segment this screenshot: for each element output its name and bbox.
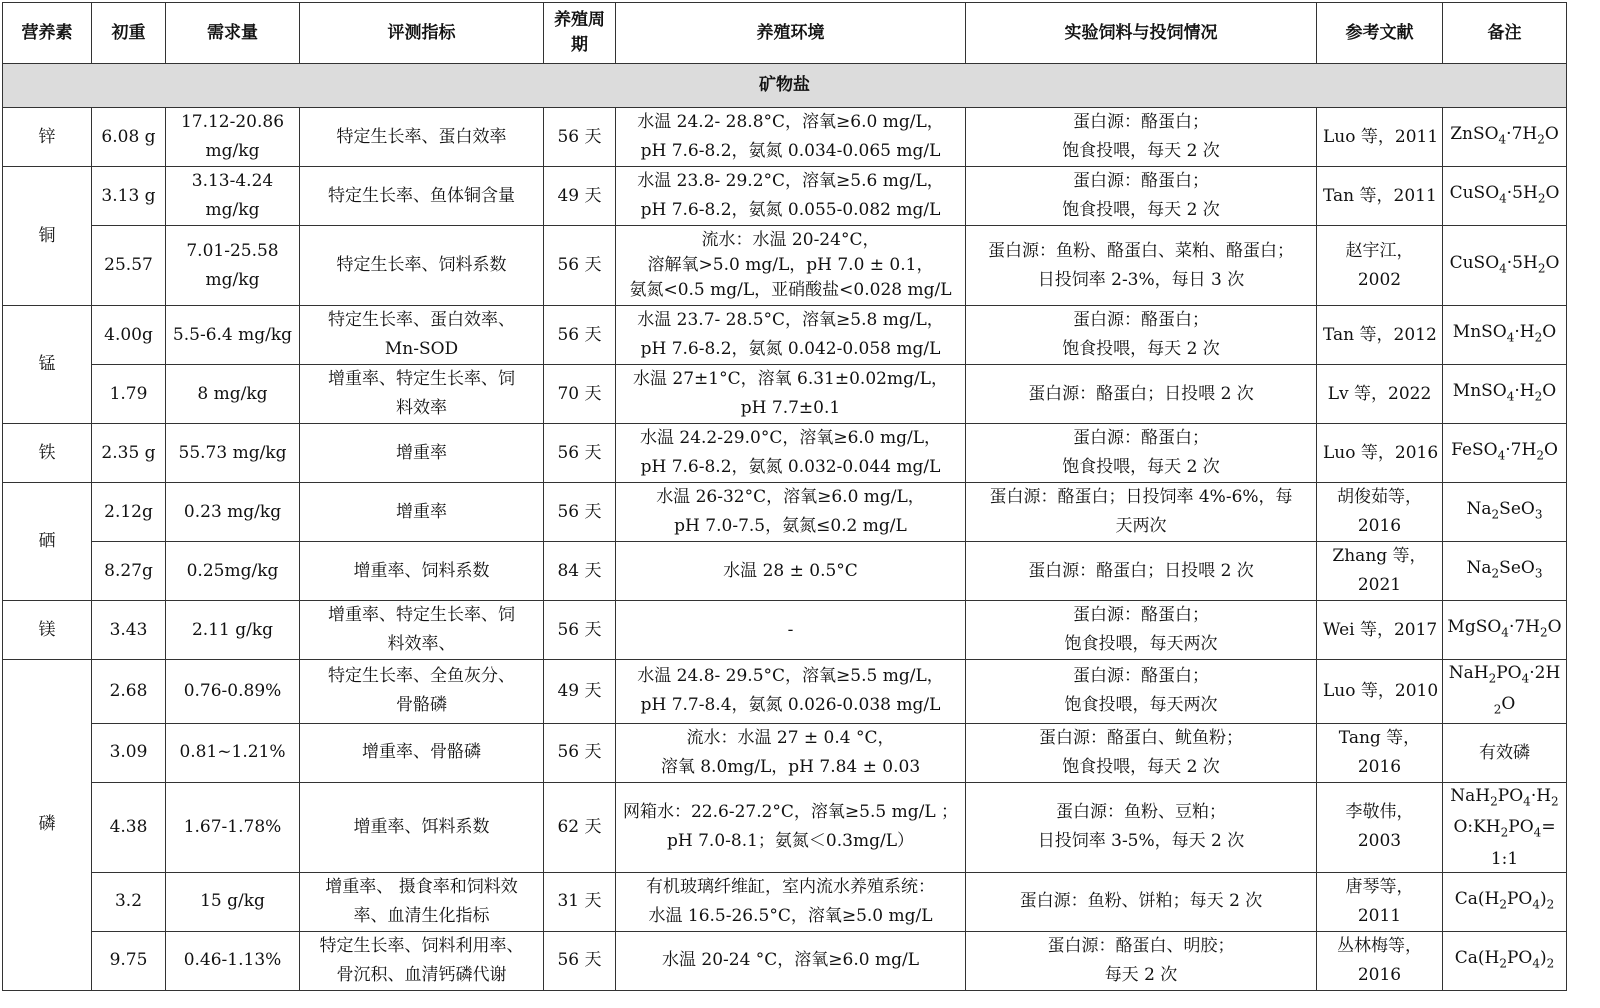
requirement-line: 0.81~1.21% bbox=[179, 742, 286, 763]
feed-line: 饱食投喂，每天 2 次 bbox=[1062, 339, 1220, 359]
environment-line: 水温 24.8- 29.5°C，溶氧≥5.5 mg/L， bbox=[637, 666, 944, 687]
environment-cell bbox=[616, 601, 966, 660]
requirement-line: 15 g/kg bbox=[200, 891, 265, 912]
feed-line: 饱食投喂，每天 2 次 bbox=[1062, 457, 1220, 477]
reference-cell bbox=[1317, 723, 1443, 782]
feed-line: 蛋白源：酪蛋白； bbox=[1073, 666, 1209, 687]
requirement-cell bbox=[166, 108, 300, 167]
indicator-cell bbox=[300, 424, 544, 483]
note-cell: $NaH_2PO_4\cdot H_2O:KH_2PO_4=1:1$ bbox=[1443, 782, 1567, 872]
indicator-line: 增重率 bbox=[396, 501, 447, 522]
requirement-line: 0.46-1.13% bbox=[183, 950, 282, 971]
nutrient-cell: 铁 bbox=[3, 424, 92, 483]
period-cell: 84 天 bbox=[544, 542, 616, 601]
requirement-line: mg/kg bbox=[205, 200, 260, 220]
header-requirement: 需求量 bbox=[166, 3, 300, 64]
reference-cell bbox=[1317, 542, 1443, 601]
reference-line: 丛林梅等， bbox=[1337, 935, 1422, 956]
initial-weight-cell: 3.2 bbox=[92, 872, 166, 931]
reference-cell bbox=[1317, 226, 1443, 306]
reference-line: 2011 bbox=[1357, 905, 1402, 926]
indicator-line: 特定生长率、饲料利用率、 bbox=[319, 935, 524, 956]
indicator-cell bbox=[300, 723, 544, 782]
section-title: 矿物盐 bbox=[3, 64, 1567, 108]
feed-line: 饱食投喂，每天 2 次 bbox=[1062, 141, 1220, 161]
reference-line: Luo 等，2010 bbox=[1323, 680, 1439, 701]
table-row bbox=[3, 424, 1567, 483]
feed-line: 饱食投喂，每天 2 次 bbox=[1062, 200, 1220, 220]
table-row bbox=[3, 601, 1567, 660]
period-cell: 56 天 bbox=[544, 723, 616, 782]
note-cell: $MnSO_4\cdot H_2O$ bbox=[1443, 306, 1567, 365]
environment-line: 有机玻璃纤维缸，室内流水养殖系统： bbox=[646, 876, 935, 897]
requirement-line: 8 mg/kg bbox=[197, 383, 268, 404]
table-row bbox=[3, 723, 1567, 782]
header-row bbox=[3, 3, 1567, 64]
period-cell: 56 天 bbox=[544, 108, 616, 167]
indicator-cell bbox=[300, 872, 544, 931]
period-cell: 49 天 bbox=[544, 167, 616, 226]
environment-cell bbox=[616, 306, 966, 365]
reference-line: 2016 bbox=[1357, 516, 1402, 536]
nutrient-requirement-table bbox=[2, 2, 1567, 991]
requirement-cell bbox=[166, 365, 300, 424]
feed-line: 每天 2 次 bbox=[1104, 964, 1178, 985]
indicator-line: 增重率、饲料系数 bbox=[353, 560, 490, 581]
reference-line: 唐琴等， bbox=[1345, 876, 1414, 897]
environment-line: pH 7.0-8.1；氨氮＜0.3mg/L） bbox=[667, 831, 914, 852]
environment-cell bbox=[616, 931, 966, 990]
requirement-line: mg/kg bbox=[205, 141, 260, 161]
reference-line: 2016 bbox=[1357, 756, 1402, 777]
indicator-cell bbox=[300, 365, 544, 424]
note-cell: $Ca(H_2PO_4)_2$ bbox=[1443, 931, 1567, 990]
indicator-line: 增重率、饵料系数 bbox=[353, 816, 490, 837]
section-row bbox=[3, 64, 1567, 108]
note-cell: $CuSO_4\cdot 5H_2O$ bbox=[1443, 167, 1567, 226]
reference-cell bbox=[1317, 601, 1443, 660]
requirement-cell bbox=[166, 424, 300, 483]
environment-line: 水温 23.7- 28.5°C，溶氧≥5.8 mg/L， bbox=[637, 310, 944, 330]
period-cell: 31 天 bbox=[544, 872, 616, 931]
table-row bbox=[3, 660, 1567, 724]
feed-line: 饱食投喂，每天两次 bbox=[1064, 634, 1218, 654]
environment-line: 水温 23.8- 29.2°C，溶氧≥5.6 mg/L， bbox=[637, 171, 944, 191]
feed-line: 蛋白源：酪蛋白； bbox=[1073, 428, 1209, 448]
note-cell: $ZnSO_4\cdot 7H_2O$ bbox=[1443, 108, 1567, 167]
initial-weight-cell: 3.13 g bbox=[92, 167, 166, 226]
feed-cell bbox=[966, 601, 1317, 660]
feed-cell bbox=[966, 424, 1317, 483]
requirement-line: 17.12-20.86 bbox=[180, 112, 285, 132]
indicator-cell bbox=[300, 782, 544, 872]
indicator-cell bbox=[300, 108, 544, 167]
feed-cell bbox=[966, 167, 1317, 226]
feed-cell bbox=[966, 723, 1317, 782]
indicator-line: 增重率、特定生长率、饲 bbox=[328, 369, 515, 389]
indicator-line: 料效率、 bbox=[387, 634, 456, 654]
note-cell: $Ca(H_2PO_4)_2$ bbox=[1443, 872, 1567, 931]
feed-cell bbox=[966, 931, 1317, 990]
environment-line: 水温 26-32°C，溶氧≥6.0 mg/L， bbox=[656, 487, 925, 507]
requirement-cell bbox=[166, 931, 300, 990]
environment-cell bbox=[616, 660, 966, 724]
table-row bbox=[3, 365, 1567, 424]
feed-cell bbox=[966, 782, 1317, 872]
table-row bbox=[3, 167, 1567, 226]
header-feed: 实验饲料与投饲情况 bbox=[966, 3, 1317, 64]
reference-cell bbox=[1317, 483, 1443, 542]
environment-line: 氨氮<0.5 mg/L，亚硝酸盐<0.028 mg/L bbox=[629, 280, 952, 300]
note-cell: $MgSO_4\cdot 7H_2O$ bbox=[1443, 601, 1567, 660]
nutrient-cell: 磷 bbox=[3, 660, 92, 991]
requirement-line: 0.23 mg/kg bbox=[183, 501, 282, 522]
feed-line: 蛋白源：酪蛋白、鱿鱼粉； bbox=[1039, 727, 1243, 748]
requirement-line: 7.01-25.58 bbox=[186, 240, 279, 261]
requirement-cell bbox=[166, 306, 300, 365]
feed-line: 蛋白源：酪蛋白；日投喂 2 次 bbox=[1028, 383, 1254, 404]
reference-line: Tan 等，2012 bbox=[1323, 324, 1437, 345]
initial-weight-cell: 25.57 bbox=[92, 226, 166, 306]
requirement-cell bbox=[166, 483, 300, 542]
nutrient-cell: 锰 bbox=[3, 306, 92, 424]
indicator-line: 骨骼磷 bbox=[396, 695, 447, 716]
reference-cell bbox=[1317, 782, 1443, 872]
feed-cell bbox=[966, 872, 1317, 931]
environment-line: - bbox=[787, 619, 794, 640]
indicator-line: 特定生长率、蛋白效率、 bbox=[328, 310, 515, 330]
indicator-line: 增重率、特定生长率、饲 bbox=[328, 605, 515, 625]
indicator-line: 料效率 bbox=[396, 398, 447, 418]
reference-line: Tang 等， bbox=[1338, 727, 1421, 748]
indicator-line: 增重率、骨骼磷 bbox=[362, 742, 481, 763]
reference-cell bbox=[1317, 872, 1443, 931]
reference-cell bbox=[1317, 306, 1443, 365]
environment-line: pH 7.6-8.2，氨氮 0.042-0.058 mg/L bbox=[640, 339, 941, 359]
feed-line: 蛋白源：酪蛋白；日投饲率 4%-6%，每 bbox=[989, 487, 1293, 507]
indicator-line: 特定生长率、蛋白效率 bbox=[336, 126, 507, 147]
initial-weight-cell: 3.09 bbox=[92, 723, 166, 782]
feed-cell bbox=[966, 306, 1317, 365]
environment-line: pH 7.6-8.2，氨氮 0.034-0.065 mg/L bbox=[640, 141, 941, 161]
table-row bbox=[3, 782, 1567, 872]
reference-cell bbox=[1317, 365, 1443, 424]
header-environment: 养殖环境 bbox=[616, 3, 966, 64]
feed-line: 日投饲率 3-5%，每天 2 次 bbox=[1037, 831, 1245, 852]
indicator-cell bbox=[300, 931, 544, 990]
requirement-line: 1.67-1.78% bbox=[183, 816, 282, 837]
indicator-line: 特定生长率、饲料系数 bbox=[336, 255, 507, 275]
nutrient-cell: 铜 bbox=[3, 167, 92, 306]
period-cell: 56 天 bbox=[544, 601, 616, 660]
table-row bbox=[3, 542, 1567, 601]
reference-line: Wei 等，2017 bbox=[1323, 619, 1438, 640]
indicator-cell bbox=[300, 542, 544, 601]
initial-weight-cell: 6.08 g bbox=[92, 108, 166, 167]
feed-cell bbox=[966, 365, 1317, 424]
indicator-cell bbox=[300, 167, 544, 226]
reference-line: Luo 等，2011 bbox=[1323, 126, 1439, 147]
reference-line: Luo 等，2016 bbox=[1323, 442, 1439, 463]
indicator-line: 特定生长率、鱼体铜含量 bbox=[328, 185, 515, 206]
nutrient-cell: 硒 bbox=[3, 483, 92, 601]
initial-weight-cell: 4.00g bbox=[92, 306, 166, 365]
environment-line: pH 7.7±0.1 bbox=[740, 398, 841, 418]
reference-line: 赵宇江， bbox=[1345, 240, 1414, 261]
initial-weight-cell: 1.79 bbox=[92, 365, 166, 424]
period-cell: 56 天 bbox=[544, 424, 616, 483]
header-indicator: 评测指标 bbox=[300, 3, 544, 64]
feed-line: 蛋白源：酪蛋白； bbox=[1073, 171, 1209, 191]
header-nutrient: 营养素 bbox=[3, 3, 92, 64]
indicator-cell bbox=[300, 226, 544, 306]
period-cell: 70 天 bbox=[544, 365, 616, 424]
table-row bbox=[3, 872, 1567, 931]
indicator-line: 骨沉积、血清钙磷代谢 bbox=[336, 964, 507, 985]
environment-cell bbox=[616, 365, 966, 424]
feed-line: 日投饲率 2-3%，每日 3 次 bbox=[1037, 269, 1245, 290]
initial-weight-cell: 3.43 bbox=[92, 601, 166, 660]
environment-cell bbox=[616, 723, 966, 782]
indicator-cell bbox=[300, 306, 544, 365]
environment-line: pH 7.7-8.4，氨氮 0.026-0.038 mg/L bbox=[640, 695, 941, 716]
nutrient-cell: 镁 bbox=[3, 601, 92, 660]
requirement-cell bbox=[166, 782, 300, 872]
environment-cell bbox=[616, 167, 966, 226]
environment-line: pH 7.6-8.2，氨氮 0.032-0.044 mg/L bbox=[640, 457, 941, 477]
requirement-line: mg/kg bbox=[205, 269, 260, 290]
indicator-line: 增重率、 摄食率和饲料效 bbox=[325, 876, 518, 897]
feed-line: 蛋白源：酪蛋白；日投喂 2 次 bbox=[1028, 560, 1254, 581]
feed-line: 饱食投喂，每天 2 次 bbox=[1062, 756, 1220, 777]
period-cell: 62 天 bbox=[544, 782, 616, 872]
header-weight: 初重 bbox=[92, 3, 166, 64]
note-cell: 有效磷 bbox=[1443, 723, 1567, 782]
period-cell: 56 天 bbox=[544, 483, 616, 542]
note-cell: $NaH_2PO_4\cdot 2H_2O$ bbox=[1443, 660, 1567, 724]
reference-line: 2016 bbox=[1357, 964, 1402, 985]
environment-line: 水温 24.2-29.0°C，溶氧≥6.0 mg/L， bbox=[639, 428, 942, 448]
initial-weight-cell: 4.38 bbox=[92, 782, 166, 872]
indicator-line: 特定生长率、全鱼灰分、 bbox=[328, 666, 515, 687]
header-note: 备注 bbox=[1443, 3, 1567, 64]
initial-weight-cell: 2.12g bbox=[92, 483, 166, 542]
header-period: 养殖周期 bbox=[544, 3, 616, 64]
environment-line: 网箱水：22.6-27.2°C，溶氧≥5.5 mg/L ； bbox=[622, 802, 959, 823]
requirement-cell bbox=[166, 167, 300, 226]
environment-line: 水温 24.2- 28.8°C，溶氧≥6.0 mg/L， bbox=[637, 112, 944, 132]
feed-line: 饱食投喂，每天两次 bbox=[1064, 695, 1218, 716]
environment-line: 水温 27±1°C，溶氧 6.31±0.02mg/L， bbox=[633, 369, 948, 389]
feed-cell bbox=[966, 542, 1317, 601]
feed-line: 蛋白源：酪蛋白； bbox=[1073, 310, 1209, 330]
requirement-cell bbox=[166, 601, 300, 660]
feed-cell bbox=[966, 108, 1317, 167]
table-row bbox=[3, 483, 1567, 542]
header-reference: 参考文献 bbox=[1317, 3, 1443, 64]
feed-line: 蛋白源：鱼粉、饼粕；每天 2 次 bbox=[1019, 891, 1263, 912]
environment-cell bbox=[616, 542, 966, 601]
environment-line: 水温 28 ± 0.5°C bbox=[723, 560, 858, 581]
indicator-line: 率、血清生化指标 bbox=[353, 905, 490, 926]
feed-line: 蛋白源：鱼粉、酪蛋白、菜粕、酪蛋白； bbox=[988, 240, 1294, 261]
feed-line: 蛋白源：鱼粉、豆粕； bbox=[1056, 802, 1226, 823]
indicator-line: 增重率 bbox=[396, 442, 447, 463]
requirement-line: 0.76-0.89% bbox=[183, 680, 282, 701]
reference-cell bbox=[1317, 424, 1443, 483]
reference-line: 胡俊茹等， bbox=[1337, 487, 1422, 507]
environment-line: 流水：水温 20-24°C， bbox=[701, 230, 880, 250]
requirement-cell bbox=[166, 872, 300, 931]
initial-weight-cell: 9.75 bbox=[92, 931, 166, 990]
environment-cell bbox=[616, 226, 966, 306]
reference-line: 2003 bbox=[1357, 831, 1402, 852]
requirement-cell bbox=[166, 542, 300, 601]
feed-cell bbox=[966, 660, 1317, 724]
requirement-cell bbox=[166, 660, 300, 724]
environment-cell bbox=[616, 483, 966, 542]
reference-line: Tan 等，2011 bbox=[1323, 185, 1437, 206]
table-row bbox=[3, 306, 1567, 365]
requirement-line: 0.25mg/kg bbox=[186, 560, 279, 581]
feed-cell bbox=[966, 226, 1317, 306]
requirement-line: 2.11 g/kg bbox=[191, 619, 274, 640]
requirement-line: 3.13-4.24 bbox=[191, 171, 274, 191]
period-cell: 56 天 bbox=[544, 226, 616, 306]
reference-cell bbox=[1317, 167, 1443, 226]
environment-line: 溶氧 8.0mg/L，pH 7.84 ± 0.03 bbox=[660, 756, 921, 777]
feed-line: 蛋白源：酪蛋白； bbox=[1073, 112, 1209, 132]
requirement-cell bbox=[166, 226, 300, 306]
reference-line: 2002 bbox=[1357, 269, 1402, 290]
period-cell: 56 天 bbox=[544, 306, 616, 365]
feed-line: 天两次 bbox=[1115, 516, 1167, 536]
environment-line: 溶解氧>5.0 mg/L，pH 7.0 ± 0.1， bbox=[647, 255, 934, 275]
table-row bbox=[3, 108, 1567, 167]
note-cell: $FeSO_4\cdot 7H_2O$ bbox=[1443, 424, 1567, 483]
note-cell: $Na_2SeO_3$ bbox=[1443, 542, 1567, 601]
environment-cell bbox=[616, 782, 966, 872]
reference-cell bbox=[1317, 660, 1443, 724]
reference-cell bbox=[1317, 931, 1443, 990]
indicator-cell bbox=[300, 660, 544, 724]
environment-cell bbox=[616, 424, 966, 483]
period-cell: 49 天 bbox=[544, 660, 616, 724]
environment-line: pH 7.6-8.2，氨氮 0.055-0.082 mg/L bbox=[640, 200, 941, 220]
reference-line: 2021 bbox=[1357, 575, 1402, 595]
period-cell: 56 天 bbox=[544, 931, 616, 990]
feed-line: 蛋白源：酪蛋白、明胶； bbox=[1047, 935, 1235, 956]
table-row bbox=[3, 226, 1567, 306]
note-cell: $CuSO_4\cdot 5H_2O$ bbox=[1443, 226, 1567, 306]
reference-line: Lv 等，2022 bbox=[1327, 383, 1432, 404]
initial-weight-cell: 8.27g bbox=[92, 542, 166, 601]
indicator-line: Mn-SOD bbox=[384, 339, 459, 359]
indicator-cell bbox=[300, 483, 544, 542]
requirement-line: 55.73 mg/kg bbox=[178, 442, 287, 463]
environment-line: pH 7.0-7.5，氨氮≤0.2 mg/L bbox=[674, 516, 907, 536]
reference-line: Zhang 等， bbox=[1332, 546, 1427, 566]
requirement-line: 5.5-6.4 mg/kg bbox=[172, 324, 293, 345]
note-cell: $Na_2SeO_3$ bbox=[1443, 483, 1567, 542]
reference-cell bbox=[1317, 108, 1443, 167]
feed-line: 蛋白源：酪蛋白； bbox=[1073, 605, 1209, 625]
environment-cell bbox=[616, 872, 966, 931]
table-body bbox=[3, 108, 1567, 991]
environment-line: 水温 16.5-26.5°C，溶氧≥5.0 mg/L bbox=[648, 905, 933, 926]
environment-line: 流水：水温 27 ± 0.4 °C， bbox=[686, 727, 895, 748]
environment-line: 水温 20-24 °C，溶氧≥6.0 mg/L bbox=[661, 950, 920, 971]
indicator-cell bbox=[300, 601, 544, 660]
nutrient-cell: 锌 bbox=[3, 108, 92, 167]
feed-cell bbox=[966, 483, 1317, 542]
initial-weight-cell: 2.68 bbox=[92, 660, 166, 724]
requirement-cell bbox=[166, 723, 300, 782]
initial-weight-cell: 2.35 g bbox=[92, 424, 166, 483]
note-cell: $MnSO_4\cdot H_2O$ bbox=[1443, 365, 1567, 424]
environment-cell bbox=[616, 108, 966, 167]
reference-line: 李敬伟， bbox=[1345, 802, 1414, 823]
table-row bbox=[3, 931, 1567, 990]
